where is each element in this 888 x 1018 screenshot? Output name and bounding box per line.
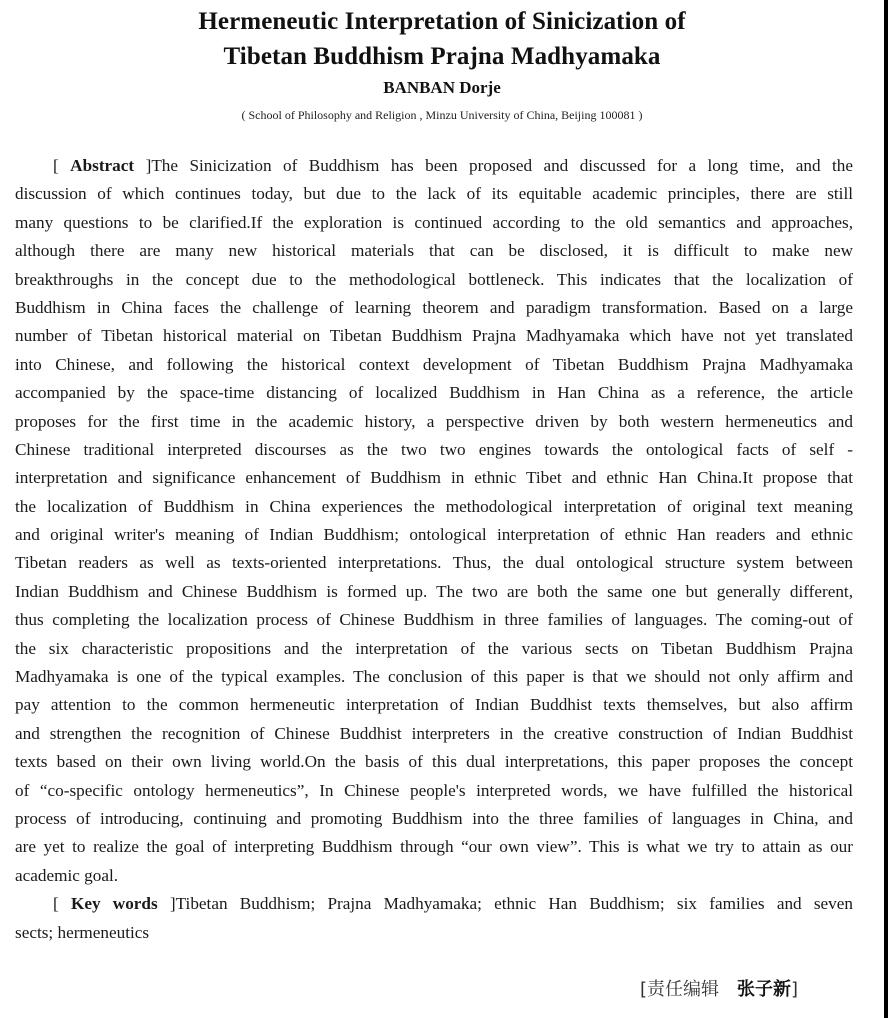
abstract-section — [15, 152, 853, 947]
abstract-label: Abstract — [70, 156, 135, 175]
keywords-label-bracket-open: [ — [53, 894, 59, 914]
abstract-line: Madhyamaka is one of the typical examples. The conclusion of this paper is that we should not only affirm and — [15, 667, 853, 687]
abstract-line: the six characteristic propositions and the interpretation of the various sects on Tibetan Buddhism Prajna — [15, 638, 853, 658]
abstract-line: interpretation and significance enhancement of Buddhism in ethnic Tibet and ethnic Han China.It propose that — [15, 468, 853, 488]
responsible-editor-note — [640, 975, 798, 1001]
abstract-line: Indian Buddhism and Chinese Buddhism is formed up. The two are both the same one but generally different, — [15, 581, 853, 601]
abstract-line: the localization of Buddhism in China experiences the methodological interpretation of original text meaning — [15, 496, 853, 516]
editor-bracket-open: [ — [640, 979, 648, 1000]
abstract-line: discussion of which continues today, but due to the lack of its equitable academic principles, there are still — [15, 184, 853, 204]
abstract-line: many questions to be clarified.If the exploration is continued according to the old semantics and approaches, — [15, 212, 853, 232]
abstract-label-bracket-open: [ — [53, 156, 59, 175]
abstract-line: number of Tibetan historical material on Tibetan Buddhism Prajna Madhyamaka which have not yet translated — [15, 326, 853, 346]
paper-title-line-1: Hermeneutic Interpretation of Sinicization of — [198, 8, 686, 35]
keywords-line: sects; hermeneutics — [15, 922, 150, 942]
abstract-line: thus completing the localization process of Chinese Buddhism in three families of languages. The coming-out of — [15, 610, 853, 630]
abstract-line: Tibetan readers as well as texts-oriented interpretations. Thus, the dual ontological structure system between — [15, 553, 853, 573]
abstract-line: Chinese traditional interpreted discourses as the two two engines towards the ontological facts of self - — [15, 439, 853, 459]
editor-name: 张子新 — [737, 979, 792, 1000]
keywords-label-bracket-close: ] — [169, 894, 176, 914]
abstract-line: proposes for the first time in the academic history, a perspective driven by both western hermeneutics and — [15, 411, 853, 431]
abstract-label-bracket-close: ] — [145, 156, 152, 175]
abstract-line: and original writer's meaning of Indian Buddhism; ontological interpretation of ethnic Han readers and ethnic — [15, 525, 853, 545]
editor-label: 责任编辑 — [647, 979, 720, 1000]
abstract-line: Buddhism in China faces the challenge of learning theorem and paradigm transformation. Based on a large — [15, 297, 853, 317]
paper-title-line-2: Tibetan Buddhism Prajna Madhyamaka — [223, 43, 661, 70]
abstract-line: texts based on their own living world.On the basis of this dual interpretations, this paper proposes the concept — [15, 752, 853, 772]
abstract-line: although there are many new historical materials that can be disclosed, it is difficult to make new — [15, 241, 853, 261]
abstract-line: and strengthen the recognition of Chinese Buddhist interpreters in the creative construction of Indian Buddhist — [15, 723, 853, 743]
abstract-line: into Chinese, and following the historical context development of Tibetan Buddhism Prajna Madhyamaka — [15, 354, 853, 374]
abstract-line: [ Abstract ]The Sinicization of Buddhism has been proposed and discussed for a long time, and the — [53, 156, 854, 175]
page-edge-border — [884, 0, 888, 1018]
abstract-line: are yet to realize the goal of interpreting Buddhism through “our own view”. This is what we try to attain as our — [15, 837, 853, 857]
abstract-line: process of introducing, continuing and promoting Buddhism into the three families of languages in China, and — [15, 808, 853, 828]
abstract-line: breakthroughs in the concept due to the methodological bottleneck. This indicates that the localization of — [15, 269, 853, 289]
abstract-line: accompanied by the space-time distancing of localized Buddhism in Han China as a reference, the article — [15, 383, 853, 403]
editor-bracket-close: ] — [791, 979, 799, 1000]
keywords-line: [ Key words ]Tibetan Buddhism; Prajna Madhyamaka; ethnic Han Buddhism; six families and seven — [53, 894, 853, 914]
author-name: BANBAN Dorje — [383, 78, 501, 97]
abstract-line: of “co-specific ontology hermeneutics”, In Chinese people's interpreted words, we have fulfilled the historical — [15, 780, 853, 800]
keywords-label: Key words — [70, 894, 158, 914]
author-affiliation: ( School of Philosophy and Religion , Minzu University of China, Beijing 100081 ) — [241, 108, 643, 122]
abstract-line: pay attention to the common hermeneutic interpretation of Indian Buddhist texts themselves, but also affirm — [15, 695, 853, 715]
abstract-line: academic goal. — [15, 865, 119, 885]
